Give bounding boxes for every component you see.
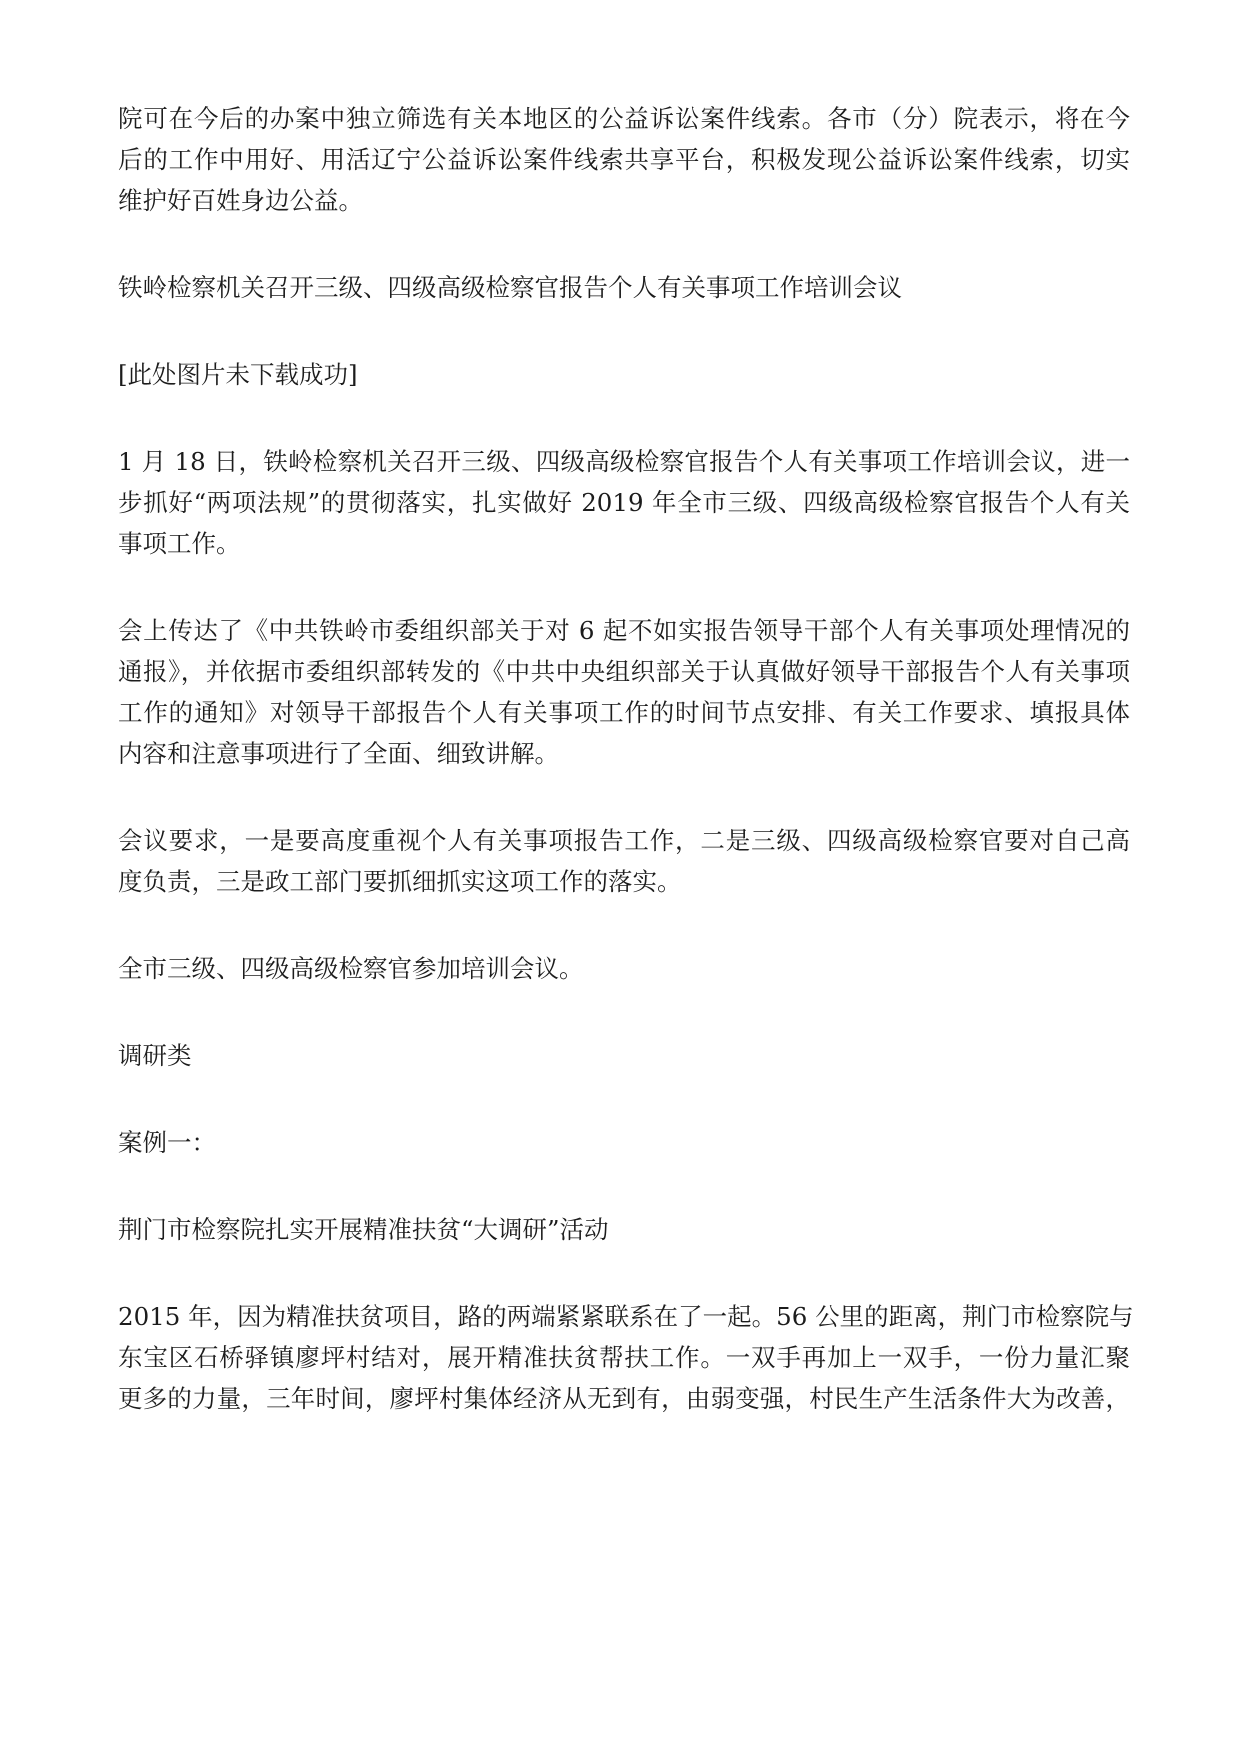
section-heading-research [118,1035,1130,1076]
paragraph-jingmen-body [118,1296,1134,1419]
image-placeholder-note [118,354,1130,395]
text-line: 度负责，三是政工部门要抓细抓实这项工作的落实。 [118,867,682,896]
paragraph-tieling-attendees [118,948,1130,989]
paragraph-platform-continued [118,98,1130,221]
text-line: 调研类 [118,1041,192,1070]
text-line: [此处图片未下载成功] [118,360,358,389]
text-line: 1 月 18 日，铁岭检察机关召开三级、四级高级检察官报告个人有关事项工作培训会议，进一 [118,447,1130,476]
text-line: 维护好百姓身边公益。 [118,186,363,215]
text-line: 事项工作。 [118,529,241,558]
case-label [118,1122,1130,1163]
heading-jingmen-research [118,1209,1130,1250]
text-line: 会上传达了《中共铁岭市委组织部关于对 6 起不如实报告领导干部个人有关事项处理情况的 [118,616,1130,645]
text-line: 铁岭检察机关召开三级、四级高级检察官报告个人有关事项工作培训会议 [118,273,902,302]
text-line: 更多的力量，三年时间，廖坪村集体经济从无到有，由弱变强，村民生产生活条件大为改善， [118,1384,1130,1413]
text-line: 2015 年，因为精准扶贫项目，路的两端紧紧联系在了一起。56 公里的距离，荆门市检察院与 [118,1302,1134,1331]
text-line: 步抓好“两项法规”的贯彻落实，扎实做好 2019 年全市三级、四级高级检察官报告个人有关 [118,488,1130,517]
paragraph-tieling-intro [118,441,1130,564]
text-line: 全市三级、四级高级检察官参加培训会议。 [118,954,584,983]
text-line: 案例一： [118,1128,216,1157]
text-line: 工作的通知》对领导干部报告个人有关事项工作的时间节点安排、有关工作要求、填报具体 [118,698,1130,727]
text-line: 东宝区石桥驿镇廖坪村结对，展开精准扶贫帮扶工作。一双手再加上一双手，一份力量汇聚 [118,1343,1130,1372]
text-line: 院可在今后的办案中独立筛选有关本地区的公益诉讼案件线索。各市（分）院表示，将在今 [118,104,1130,133]
text-line: 会议要求，一是要高度重视个人有关事项报告工作，二是三级、四级高级检察官要对自己高 [118,826,1130,855]
paragraph-tieling-meeting [118,610,1130,774]
text-line: 荆门市检察院扎实开展精准扶贫“大调研”活动 [118,1215,609,1244]
paragraph-tieling-requirements [118,820,1130,902]
heading-tieling-meeting [118,267,1130,308]
text-line: 通报》，并依据市委组织部转发的《中共中央组织部关于认真做好领导干部报告个人有关事项 [118,657,1130,686]
document-body [118,98,1134,1419]
text-line: 后的工作中用好、用活辽宁公益诉讼案件线索共享平台，积极发现公益诉讼案件线索，切实 [118,145,1130,174]
text-line: 内容和注意事项进行了全面、细致讲解。 [118,739,559,768]
